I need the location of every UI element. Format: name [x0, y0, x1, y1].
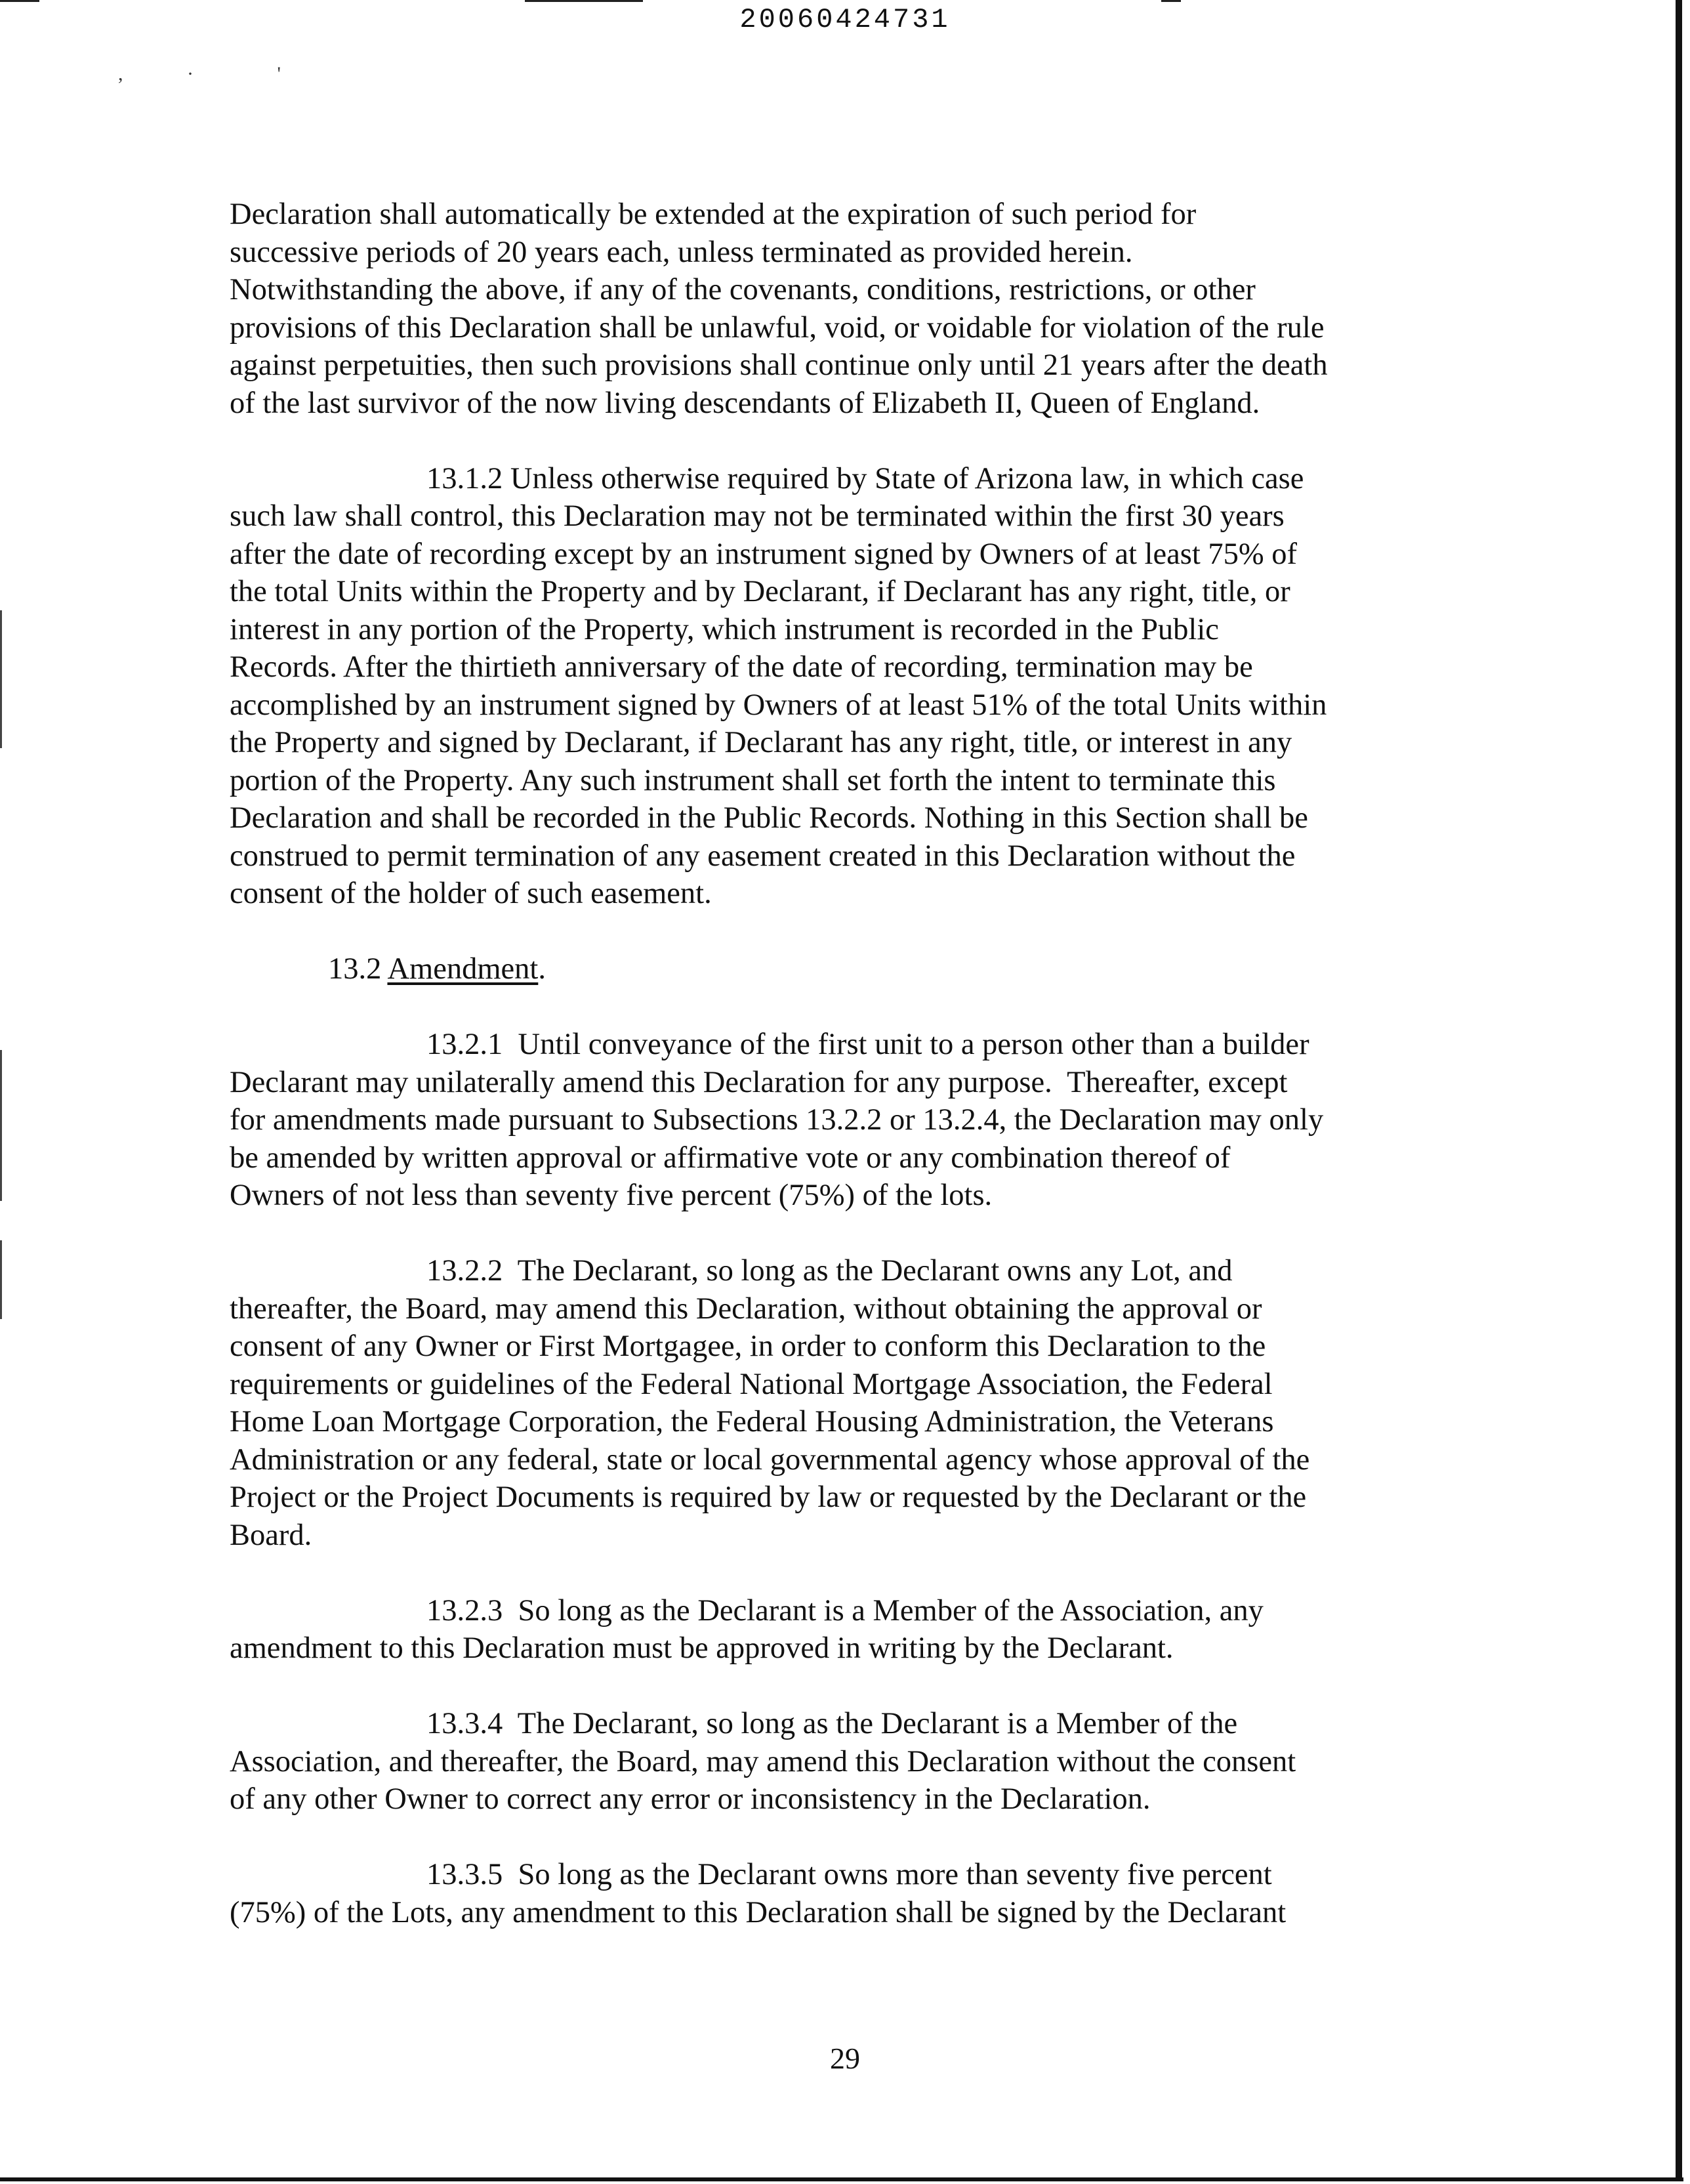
text-line: the total Units within the Property and by Declarant, if Declarant has any right, title, or	[230, 575, 1290, 608]
text-line: against perpetuities, then such provisions shall continue only until 21 years after the death	[230, 348, 1328, 382]
page-number: 29	[830, 2042, 860, 2075]
text-line: 13.1.2 Unless otherwise required by State of Arizona law, in which case	[426, 461, 1304, 495]
scan-tick	[0, 1050, 2, 1201]
text-line: consent of the holder of such easement.	[230, 877, 712, 910]
text-line: thereafter, the Board, may amend this Declaration, without obtaining the approval or	[230, 1292, 1262, 1326]
text-line: the Property and signed by Declarant, if Declarant has any right, title, or interest in any	[230, 726, 1292, 759]
scan-border-right	[1676, 0, 1682, 2179]
paragraph-13-1-2	[230, 460, 1437, 913]
text-line: Declarant may unilaterally amend this Declaration for any purpose. Thereafter, except	[230, 1065, 1288, 1099]
text-line: Notwithstanding the above, if any of the covenants, conditions, restrictions, or other	[230, 273, 1256, 306]
text-line: such law shall control, this Declaration may not be terminated within the first 30 years	[230, 499, 1285, 533]
paragraph-13-3-4	[230, 1705, 1437, 1818]
scan-mark-top-center	[525, 0, 643, 2]
text-line: provisions of this Declaration shall be unlawful, void, or voidable for violation of the rule	[230, 310, 1325, 345]
text-line: consent of any Owner or First Mortgagee, in order to conform this Declaration to the	[230, 1330, 1266, 1363]
section-heading-13-2	[230, 950, 1437, 988]
text-line: Administration or any federal, state or local governmental agency whose approval of the	[230, 1442, 1310, 1477]
text-line: portion of the Property. Any such instrument shall set forth the intent to terminate this	[230, 763, 1276, 797]
document-number: 20060424731	[739, 4, 951, 35]
text-line: of the last survivor of the now living descendants of Elizabeth II, Queen of England.	[230, 386, 1260, 420]
scan-specks: , · '	[118, 63, 281, 85]
text-line: 13.3.4 The Declarant, so long as the Declarant is a Member of the	[426, 1707, 1238, 1740]
text-line: for amendments made pursuant to Subsections 13.2.2 or 13.2.4, the Declaration may only	[230, 1103, 1324, 1137]
text-line: Declaration and shall be recorded in the Public Records. Nothing in this Section shall be	[230, 801, 1308, 835]
text-line: successive periods of 20 years each, unless terminated as provided herein.	[230, 235, 1133, 269]
text-line: 13.2.2 The Declarant, so long as the Declarant owns any Lot, and	[426, 1254, 1233, 1288]
scan-tick	[0, 610, 2, 748]
paragraph-duration	[230, 196, 1437, 422]
text-line: interest in any portion of the Property, which instrument is recorded in the Public	[230, 612, 1219, 646]
text-line: (75%) of the Lots, any amendment to this Declaration shall be signed by the Declarant	[230, 1895, 1287, 1929]
text-line: Project or the Project Documents is required by law or requested by the Declarant or the	[230, 1480, 1307, 1514]
text-line: 13.2.1 Until conveyance of the first unit to a person other than a builder	[426, 1028, 1309, 1061]
text-line: Owners of not less than seventy five percent (75%) of the lots.	[230, 1179, 993, 1212]
scan-tick	[0, 1240, 2, 1319]
paragraph-13-2-2	[230, 1252, 1437, 1554]
scan-mark-top-right	[1161, 0, 1181, 2]
text-line: be amended by written approval or affirmative vote or any combination thereof of	[230, 1141, 1231, 1175]
paragraph-13-2-1	[230, 1026, 1437, 1215]
scan-mark-top-left	[0, 0, 39, 2]
text-line: amendment to this Declaration must be approved in writing by the Declarant.	[230, 1631, 1174, 1665]
text-line: construed to permit termination of any easement created in this Declaration without the	[230, 839, 1296, 873]
text-line: Association, and thereafter, the Board, may amend this Declaration without the consent	[230, 1744, 1296, 1778]
document-body	[230, 196, 1437, 1969]
text-line: Board.	[230, 1518, 312, 1552]
text-line: Records. After the thirtieth anniversary of the date of recording, termination may be	[230, 650, 1253, 684]
paragraph-13-3-5	[230, 1856, 1437, 1931]
text-line: of any other Owner to correct any error or inconsistency in the Declaration.	[230, 1782, 1151, 1816]
section-title-period: .	[538, 952, 546, 986]
section-title: Amendment	[387, 952, 539, 986]
text-line: accomplished by an instrument signed by Owners of at least 51% of the total Units within	[230, 688, 1327, 722]
text-line: requirements or guidelines of the Federal National Mortgage Association, the Federal	[230, 1367, 1273, 1401]
text-line: after the date of recording except by an instrument signed by Owners of at least 75% of	[230, 537, 1297, 571]
text-line: 13.3.5 So long as the Declarant owns more than seventy five percent	[426, 1858, 1272, 1891]
text-line: 13.2.3 So long as the Declarant is a Member of the Association, any	[426, 1593, 1264, 1628]
text-line: Home Loan Mortgage Corporation, the Federal Housing Administration, the Veterans	[230, 1405, 1274, 1438]
scan-border-bottom	[0, 2177, 1683, 2181]
section-heading-line	[230, 950, 1437, 988]
text-line: Declaration shall automatically be extended at the expiration of such period for	[230, 198, 1197, 231]
section-number: 13.2	[328, 952, 382, 986]
paragraph-13-2-3	[230, 1592, 1437, 1668]
